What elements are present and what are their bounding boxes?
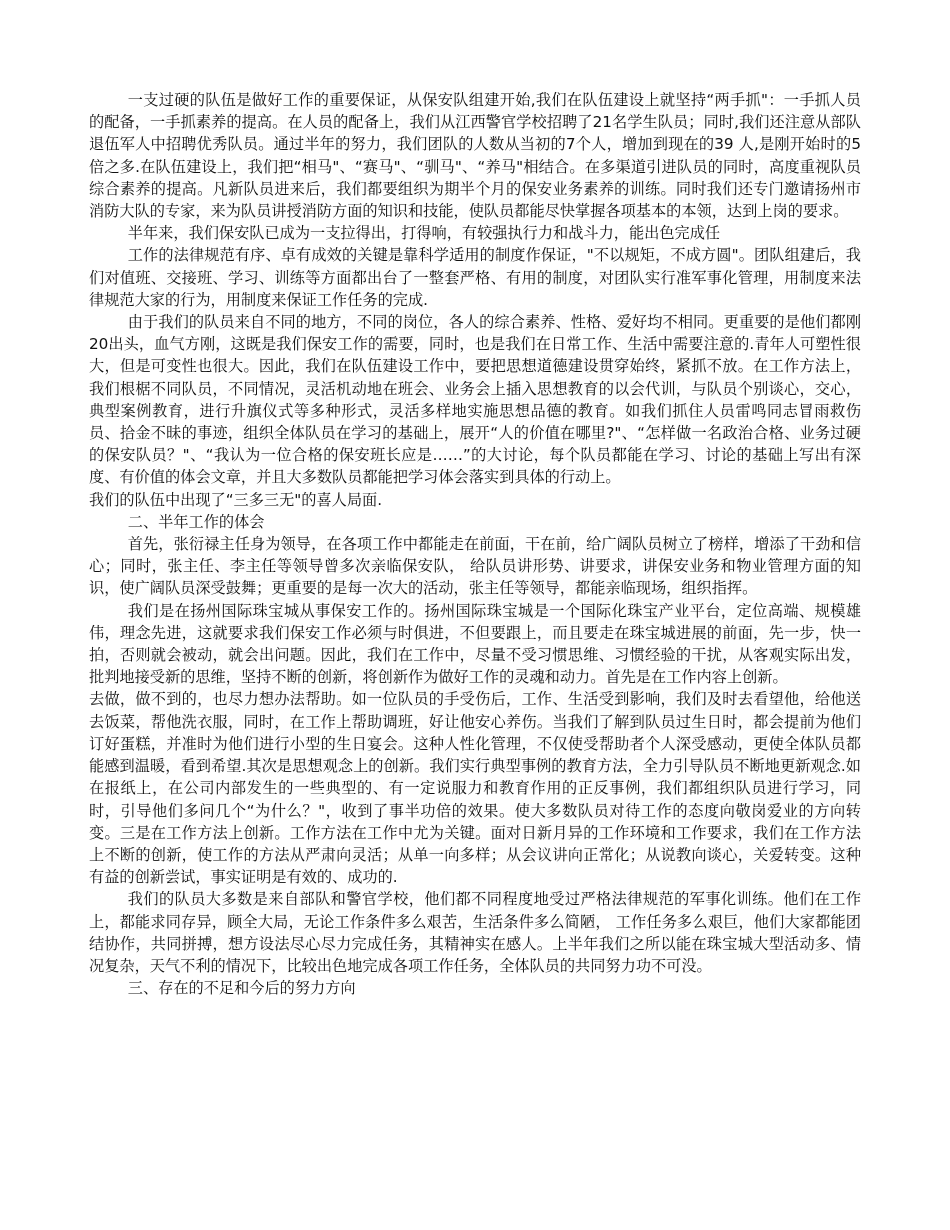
paragraph-team-spirit: 我们的队员大多数是来自部队和警官学校，他们都不同程度地受过严格法律规范的军事化训练。他们在工作上，都能求同存异，顾全大局，无论工作条件多么艰苦，生活条件多么简陋， 工作任务多么艰巨，他们大家都能团结协作，共同拼搏，想方设法尽心尽力完成任务，其精神实在感人。上半年我们之所以能在珠宝城大型活动多、情况复杂，天气不利的情况下，比较出色地完成各项工作任务，全体队员的共同努力功不可没。: [89, 890, 861, 975]
paragraph-half-year-summary: 半年来，我们保安队已成为一支拉得出，打得响，有较强执行力和战斗力，能出色完成任: [127, 224, 721, 243]
paragraph-ideological-education: 由于我们的队员来自不同的地方，不同的岗位，各人的综合素养、性格、爱好均不相同。更重要的是他们都刚20出头，血气方刚，这既是我们保安工作的需要，同时，也是我们在日常工作、生活中需要注意的.青年人可塑性很大，但是可变性也很大。因此，我们在队伍建设工作中，要把思想道德建设贯穿始终，紧抓不放。在工作方法上，我们根椐不同队员，不同情况，灵活机动地在班会、业务会上插入思想教育的以会代训，与队员个别谈心，交心，典型案例教育，进行升旗仪式等多种形式，灵活多样地实施思想品德的教育。如我们抓住人员雷鸣同志冒雨救伤员、拾金不昧的事迹，组织全体队员在学习的基础上，展开“人的价值在哪里?"、“怎样做一名政治合格、业务过硬的保安队员？"、“我认为一位合格的保安班长应是……”的大讨论，每个队员都能在学习、讨论的基础上写出有深度、有价值的体会文章，并且大多数队员都能把学习体会落实到具体的行动上。: [89, 313, 861, 487]
paragraph-innovation: 我们是在扬州国际珠宝城从事保安工作的。扬州国际珠宝城是一个国际化珠宝产业平台，定位高端、规模雄伟，理念先进，这就要求我们保安工作必须与时俱进，不但要跟上，而且要走在珠宝城进展的前面，先一步，快一拍，否则就会被动，就会出问题。因此，我们在工作中，尽量不受习惯思维、习惯经验的干扰，从客观实际出发，批判地接受新的思维，坚持不断的创新，将创新作为做好工作的灵魂和动力。首先是在工作内容上创新。: [89, 601, 861, 687]
paragraph-three-more-three-none: 我们的队伍中出现了“三多三无"的喜人局面.: [89, 490, 383, 509]
paragraph-team-building: 一支过硬的队伍是做好工作的重要保证，从保安队组建开始,我们在队伍建设上就坚持“两手抓"：一手抓人员的配备，一手抓素养的提高。在人员的配备上，我们从江西警官学校招聘了21名学生队员；同时,我们还注意从部队退伍军人中招聘优秀队员。通过半年的努力，我们团队的人数从当初的7个人，增加到现在的39 人,是刚开始时的5倍之多.在队伍建设上，我们把“相马"、“赛马"、“驯马"、“养马"相结合。在多渠道引进队员的同时，高度重视队员综合素养的提高。凡新队员进来后，我们都要组织为期半个月的保安业务素养的训练。同时我们还专门邀请扬州市消防大队的专家，来为队员讲授消防方面的知识和技能，使队员都能尽快掌握各项基本的本领，达到上岗的要求。: [89, 91, 861, 221]
section-heading-shortcomings: 三、存在的不足和今后的努力方向: [127, 979, 356, 998]
paragraph-humanized-management: 去做，做不到的，也尽力想办法帮助。如一位队员的手受伤后，工作、生活受到影响，我们及时去看望他，给他送去饭菜，帮他洗衣服，同时，在工作上帮助调班，好让他安心养伤。当我们了解到队员过生日时，都会提前为他们订好蛋糕，并准时为他们进行小型的生日宴会。这种人性化管理，不仅使受帮助者个人深受感动，更使全体队员都能感到温暖，看到希望.其次是思想观念上的创新。我们实行典型事例的教育方法，全力引导队员不断地更新观念.如在报纸上，在公司内部发生的一些典型的、有一定说服力和教育作用的正反事例，我们都组织队员进行学习，同时，引导他们多问几个“为什么？"，收到了事半功倍的效果。使大多数队员对待工作的态度向敬岗爱业的方向转变。三是在工作方法上创新。工作方法在工作中尤为关键。面对日新月异的工作环境和工作要求，我们在工作方法上不断的创新，使工作的方法从严肃向灵活；从单一向多样；从会议讲向正常化；从说教向谈心，关爱转变。这种有益的创新尝试，事实证明是有效的、成功的.: [89, 690, 861, 887]
document-body: [89, 89, 861, 999]
paragraph-rules-system: 工作的法律规范有序、卓有成效的关键是靠科学适用的制度作保证，"不以规矩，不成方圆"。团队组建后，我们对值班、交接班、学习、训练等方面都出台了一整套严格、有用的制度，对团队实行准军事化管理，用制度来法律规范大家的行为，用制度来保证工作任务的完成.: [89, 246, 861, 309]
section-heading-experience: 二、半年工作的体会: [127, 512, 265, 531]
paragraph-leadership: 首先，张衍禄主任身为领导，在各项工作中都能走在前面，干在前，给广阔队员树立了榜样，增添了干劲和信心；同时，张主任、李主任等领导曾多次亲临保安队， 给队员讲形势、讲要求，讲保安业务和物业管理方面的知识，使广阔队员深受鼓舞；更重要的是每一次大的活动，张主任等领导，都能亲临现场，组织指挥。: [89, 535, 861, 598]
